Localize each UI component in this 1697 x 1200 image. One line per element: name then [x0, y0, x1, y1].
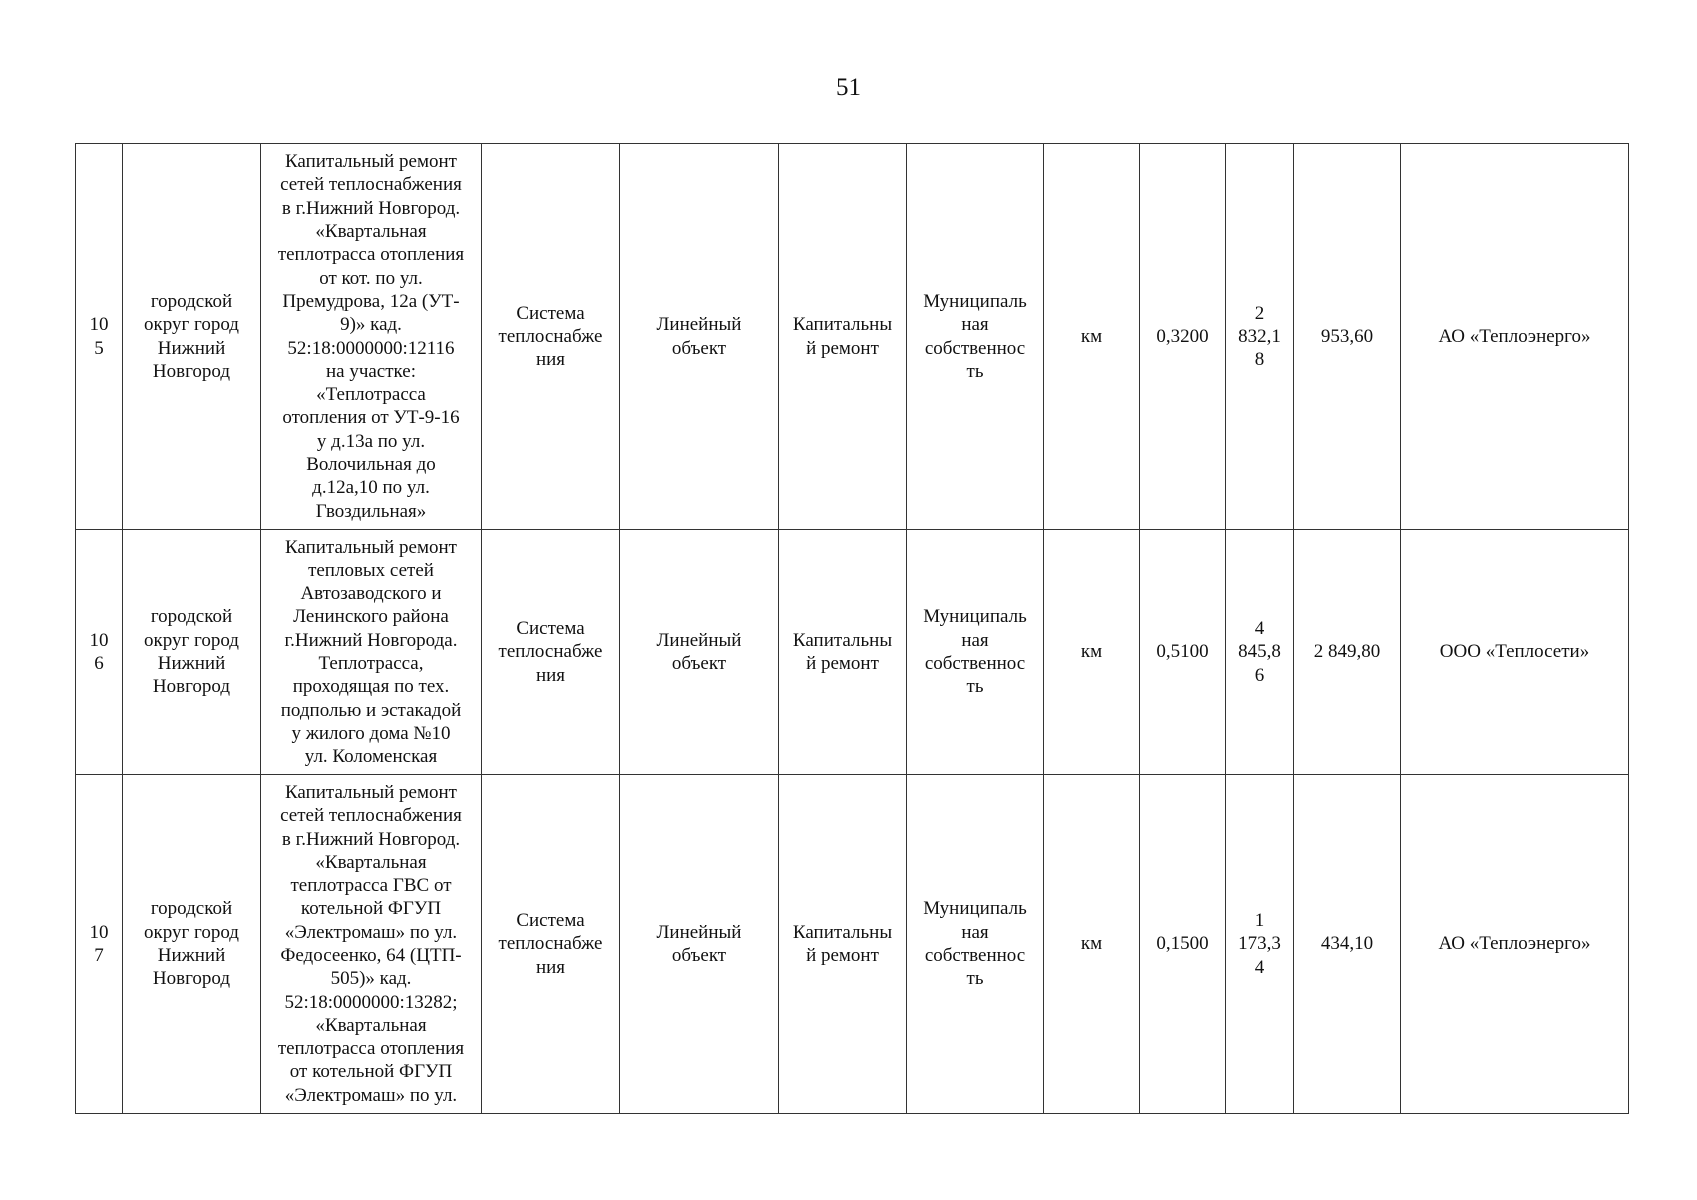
unit: км [1080, 641, 1103, 663]
work-type: Капитальны й ремонт [792, 314, 893, 359]
work-type: Капитальны й ремонт [792, 921, 893, 966]
work-type-cell [779, 144, 907, 530]
ownership: Муниципаль ная собственнос ть [923, 290, 1027, 382]
cost: 4 845,8 6 [1238, 618, 1281, 686]
work-type-cell [779, 530, 907, 775]
cost: 1 173,3 4 [1238, 910, 1281, 978]
object-type-cell [620, 144, 779, 530]
system: Система теплоснабже ния [498, 302, 603, 371]
system: Система теплоснабже ния [498, 618, 603, 686]
system-cell [482, 530, 620, 775]
description: Капитальный ремонт сетей теплоснабжения в г.Нижний Новгород. «Квартальная теплотрасса ГВС от котельной ФГУП «Электромаш» по ул. Федосеенко, 64 (ЦТП- 505)» кад. 52:18:0000000:13282; «Квартальная теплотрасса отопления от котельной ФГУП «Электромаш» по ул. [277, 781, 465, 1106]
amount: 953,60 [1320, 325, 1374, 347]
cost-cell [1226, 775, 1294, 1114]
length: 0,5100 [1156, 641, 1209, 663]
table-row [76, 530, 1629, 775]
ownership-cell [907, 530, 1044, 775]
organization-cell [1401, 144, 1629, 530]
data-table [75, 143, 1629, 1114]
row-number: 10 7 [89, 921, 109, 966]
row-number-cell [76, 775, 123, 1114]
table-row [76, 775, 1629, 1114]
municipality-cell [123, 144, 261, 530]
organization: АО «Теплоэнерго» [1438, 325, 1591, 347]
length-cell [1140, 775, 1226, 1114]
municipality: городской округ город Нижний Новгород [144, 290, 239, 382]
object-type: Линейный объект [656, 314, 742, 359]
municipality-cell [123, 775, 261, 1114]
description: Капитальный ремонт тепловых сетей Автозаводского и Ленинского района г.Нижний Новгорода. Теплотрасса, проходящая по тех. подполью и эстакадой у жилого дома №10 ул. Коломенская [280, 536, 462, 768]
municipality: городской округ город Нижний Новгород [144, 898, 239, 990]
ownership-cell [907, 775, 1044, 1114]
description-cell [261, 775, 482, 1114]
organization: АО «Теплоэнерго» [1438, 933, 1591, 955]
description-cell [261, 144, 482, 530]
length-cell [1140, 144, 1226, 530]
cost-cell [1226, 530, 1294, 775]
municipality: городской округ город Нижний Новгород [144, 606, 239, 698]
unit: км [1080, 933, 1103, 955]
amount-cell [1294, 144, 1401, 530]
work-type-cell [779, 775, 907, 1114]
page-number: 51 [836, 74, 861, 101]
cost: 2 832,1 8 [1238, 302, 1281, 371]
ownership: Муниципаль ная собственнос ть [923, 898, 1027, 990]
ownership-cell [907, 144, 1044, 530]
amount: 434,10 [1320, 933, 1374, 955]
object-type: Линейный объект [656, 629, 742, 674]
row-number: 10 6 [89, 629, 109, 674]
work-type: Капитальны й ремонт [792, 629, 893, 674]
object-type-cell [620, 775, 779, 1114]
row-number-cell [76, 530, 123, 775]
system-cell [482, 144, 620, 530]
object-type-cell [620, 530, 779, 775]
unit-cell [1044, 144, 1140, 530]
amount-cell [1294, 530, 1401, 775]
object-type: Линейный объект [656, 921, 742, 966]
ownership: Муниципаль ная собственнос ть [923, 606, 1027, 698]
system: Система теплоснабже ния [498, 910, 603, 978]
organization-cell [1401, 775, 1629, 1114]
length-cell [1140, 530, 1226, 775]
description-cell [261, 530, 482, 775]
organization-cell [1401, 530, 1629, 775]
length: 0,3200 [1156, 325, 1209, 347]
amount: 2 849,80 [1313, 641, 1381, 663]
table-row [76, 144, 1629, 530]
organization: ООО «Теплосети» [1439, 641, 1590, 663]
unit-cell [1044, 775, 1140, 1114]
description: Капитальный ремонт сетей теплоснабжения в г.Нижний Новгород. «Квартальная теплотрасса отопления от кот. по ул. Премудрова, 12а (УТ- 9)» кад. 52:18:0000000:12116 на участке: «Теплотрасса отопления от УТ-9-16 у д.13а по ул. Волочильная до д.12а,10 по ул. Гвоздильная» [277, 151, 465, 522]
row-number-cell [76, 144, 123, 530]
municipality-cell [123, 530, 261, 775]
row-number: 10 5 [89, 314, 109, 359]
system-cell [482, 775, 620, 1114]
amount-cell [1294, 775, 1401, 1114]
cost-cell [1226, 144, 1294, 530]
unit-cell [1044, 530, 1140, 775]
unit: км [1080, 325, 1103, 347]
length: 0,1500 [1156, 933, 1209, 955]
